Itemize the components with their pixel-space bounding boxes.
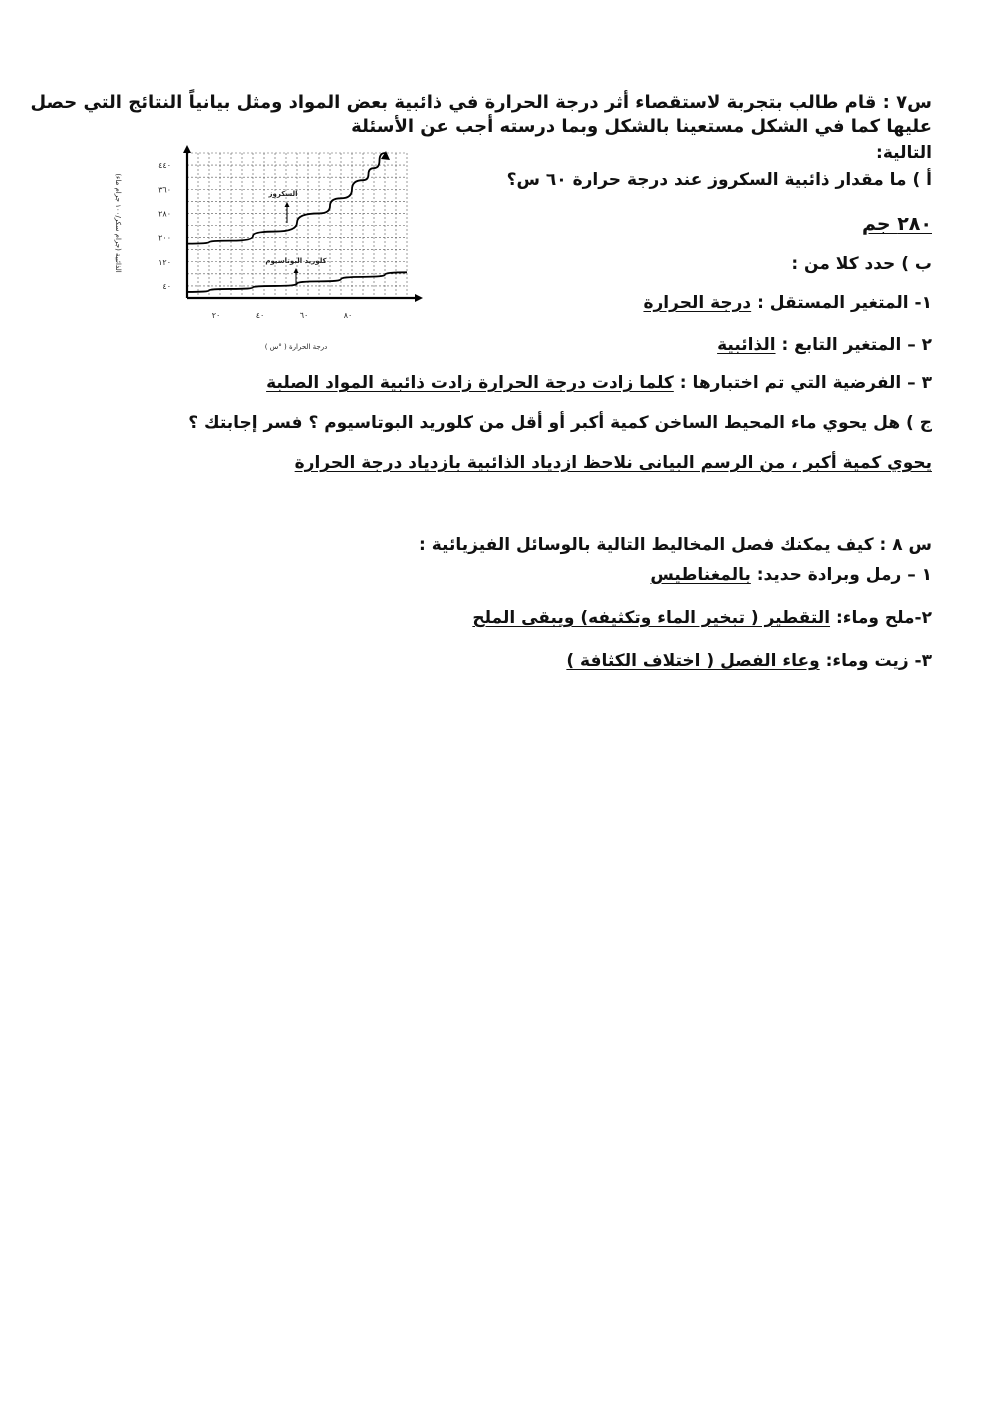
y-tick-label: ٣٦٠ — [158, 185, 171, 195]
y-tick-label: ٢٠٠ — [158, 233, 171, 243]
q8-item1 — [650, 565, 932, 585]
q8-heading: س ٨ : كيف يمكنك فصل المخاليط التالية بالوسائل الفيزيائية : — [419, 535, 932, 555]
series-label: السكروز — [268, 190, 298, 198]
q7-part-a-answer: ٢٨٠ جم — [861, 213, 932, 235]
q8-item2-label: ٢-ملح وماء: — [830, 608, 932, 628]
b2-label: ٢ – المتغير التابع : — [775, 335, 932, 355]
solubility-chart — [100, 145, 430, 360]
solubility-chart-svg — [100, 145, 430, 360]
y-tick-label: ٤٤٠ — [158, 161, 171, 171]
series-pointer-arrow — [285, 202, 290, 207]
q7-part-c-answer: يحوي كمية أكبر ، من الرسم البيانى نلاحظ ازدياد الذائبية بازدياد درجة الحرارة — [294, 453, 932, 473]
y-axis-arrow — [183, 145, 191, 153]
y-tick-label: ١٢٠ — [158, 257, 171, 267]
q8-item3-answer: وعاء الفصل ( اختلاف الكثافة ) — [566, 651, 820, 671]
q7-b1 — [643, 293, 932, 313]
q7-b3 — [266, 373, 932, 393]
chart-x-label: درجة الحرارة ( °س ) — [264, 343, 328, 351]
q8-item2 — [472, 608, 932, 628]
b3-answer: كلما زادت درجة الحرارة زادت ذائبية المواد الصلبة — [266, 373, 674, 393]
x-tick-label: ٤٠ — [255, 311, 265, 320]
b1-answer: درجة الحرارة — [643, 293, 752, 313]
y-tick-label: ٢٨٠ — [158, 209, 171, 219]
q7-line1: س٧ : قام طالب بتجربة لاستقصاء أثر درجة الحرارة في ذائبية بعض المواد ومثل بيانياً النتائج التي حصل — [30, 92, 932, 113]
b1-label: ١- المتغير المستقل : — [751, 293, 932, 313]
q7-part-b-heading: ب ) حدد كلا من : — [791, 254, 932, 274]
chart-axes — [183, 145, 423, 302]
b2-answer: الذائبية — [717, 335, 776, 355]
q8-item3 — [566, 651, 932, 671]
q8-item2-answer: التقطير ( تبخير الماء وتكثيفه) ويبقى الملح — [472, 608, 831, 628]
q7-part-a-question: أ ) ما مقدار ذائبية السكروز عند درجة حرارة ٦٠ س؟ — [506, 170, 932, 190]
y-tick-label: ٤٠ — [162, 281, 171, 291]
q7-b2 — [717, 335, 932, 355]
q8-item1-label: ١ – رمل وبرادة حديد: — [750, 565, 932, 585]
q7-line2: عليها كما في الشكل مستعينا بالشكل وبما درسته أجب عن الأسئلة — [351, 116, 932, 137]
series-pointer-arrow — [294, 268, 299, 273]
x-tick-label: ٢٠ — [211, 311, 221, 320]
q7-line3: التالية: — [876, 143, 932, 163]
q8-item1-answer: بالمغناطيس — [650, 565, 751, 585]
chart-y-label: الذائبية (جرام سكر/١٠٠ جرام ماء) — [114, 173, 122, 273]
q8-item3-label: ٣- زيت وماء: — [819, 651, 932, 671]
x-axis-arrow — [415, 294, 423, 302]
b3-label: ٣ – الفرضية التي تم اختبارها : — [673, 373, 932, 393]
x-tick-label: ٨٠ — [343, 311, 353, 320]
x-tick-label: ٦٠ — [299, 311, 309, 320]
series-arrow-sucrose — [381, 151, 390, 160]
q7-part-c-question: ج ) هل يحوي ماء المحيط الساخن كمية أكبر أو أقل من كلوريد البوتاسيوم ؟ فسر إجابتك ؟ — [188, 413, 932, 433]
series-label: كلوريد البوتاسيوم — [265, 257, 327, 265]
